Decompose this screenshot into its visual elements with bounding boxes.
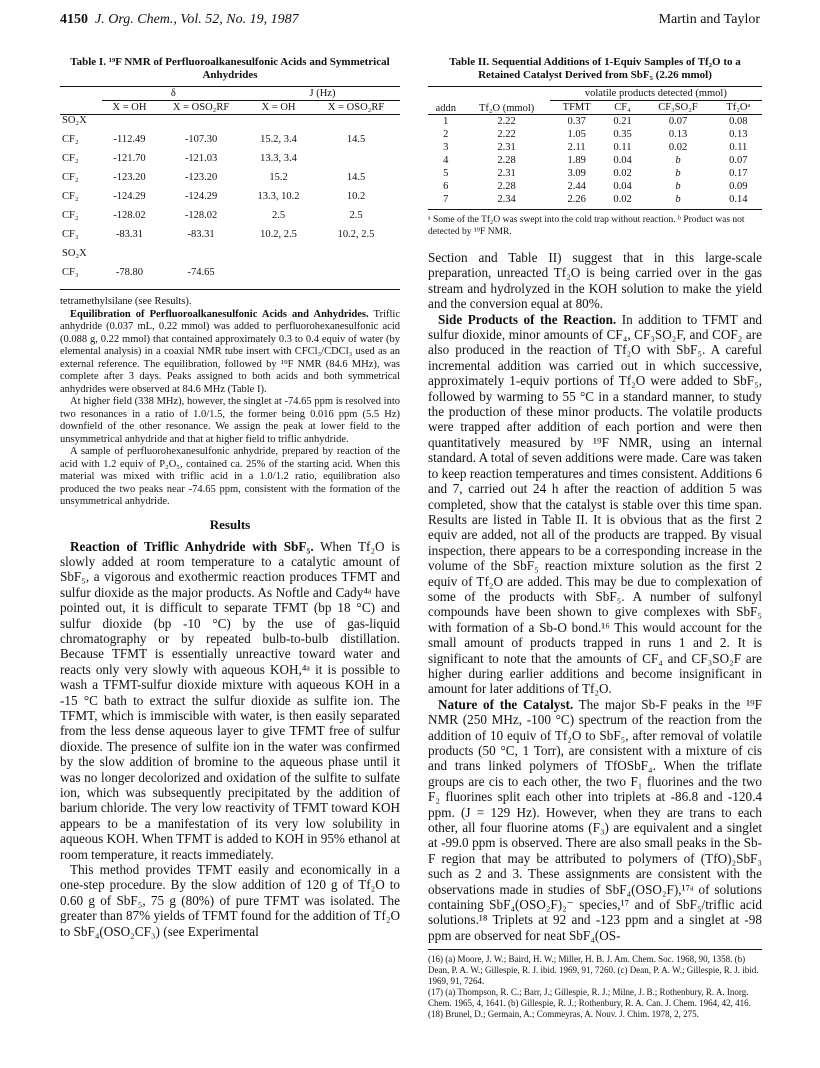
table2-row xyxy=(428,167,762,180)
table1-cell: 10.2, 2.5 xyxy=(337,229,375,240)
running-header xyxy=(60,12,760,34)
run-in-heading: Equilibration of Perfluoroalkanesulfonic Acids and Anhydrides. xyxy=(70,308,369,320)
table2-cell: 1.89 xyxy=(567,155,586,166)
table2-cell: b xyxy=(675,194,681,205)
table1-title: Table I. ¹⁹F NMR of Perfluoroalkanesulfonic Acids and Symmetrical Anhydrides xyxy=(70,56,390,81)
table2-cell: 0.04 xyxy=(613,155,632,166)
paragraph: tetramethylsilane (see Results). xyxy=(60,296,192,307)
table2-cell: 1.05 xyxy=(567,129,586,140)
table2-cell: 2.22 xyxy=(497,129,516,140)
table1-cell: 10.2, 2.5 xyxy=(260,229,297,240)
table1-cell xyxy=(312,115,400,135)
table1 xyxy=(60,86,400,286)
table1-cell: -128.02 xyxy=(113,210,146,221)
table1-cell: -121.03 xyxy=(184,153,218,164)
table1-group-cell: CF₂ xyxy=(62,153,79,164)
table2-cell: 3 xyxy=(443,142,449,153)
table2-cell: 7 xyxy=(443,194,449,205)
table2: addn Tf₂O (mmol) volatile products detected (mmol) TFMT CF₄ CF₃SO₂F Tf₂Oᵃ 1 2.22 0.37 0.21 0.07 0.08 2 2.22 1.05 0.35 0.13 0.13 3 2.31 2.11 0.11 0.02 0.11 4 2.28 1.89 0.04 b 0.07 5 2.31 3.09 0.02 b 0.17 6 2.28 2.44 0.04 b 0.09 7 2.34 2.26 0.02 b 0.14 xyxy=(428,86,762,206)
table2-cell: 0.37 xyxy=(567,116,586,127)
paragraph: Section and Table II) suggest that in this large-scale preparation, unreacted Tf₂O is being carried over in the gas stream and hydrolyzed in the KOH solution to make the yield and the conversion equal at 80%. xyxy=(428,250,762,312)
table1-cell xyxy=(245,267,312,286)
run-in-heading: Side Products of the Reaction. xyxy=(438,311,617,327)
table1-col: X = OH xyxy=(112,102,147,113)
table1-cell xyxy=(157,115,245,135)
table1-cell: -124.29 xyxy=(113,191,146,202)
table1-cell: 13.3, 10.2 xyxy=(257,191,300,202)
table1-row xyxy=(60,248,400,267)
reference: (17) (a) Thompson, R. C.; Barr, J.; Gillespie, R. J.; Milne, J. B.; Rothenbury, R. A. Inorg. Chem. 1965, 4, 1641. (b) Gillespie, R. J.; Rothenbury, R. A. Can. J. Chem. 1964, 42, 416. xyxy=(428,987,751,1009)
paragraph: Nature of the Catalyst. The major Sb-F peaks in the ¹⁹F NMR (250 MHz, -100 °C) spectrum of the reaction from the addition of 10 equiv of Tf₂O to SbF₅, after removal of volatile products (50 °C, 1 Torr), are consistent with a mixture of cis and trans linked polymers of TfOSbF₄. When the triflate groups are cis to each other, the two F₁ fluorines and the two F₂ fluorines split each other into triplets at -86.8 and -120.4 ppm. (J = 129 Hz). However, when they are trans to each other, all four fluorine atoms (F₃) are equivalent and a singlet at -99.0 ppm is observed. There are also small peaks in the Sb-F region that may be attributed to polymers of (TfO)₂SbF₃ such as 2 and 3. These assignments are consistent with the observations made in studies of SbF₄(OSO₂F),¹⁷ᵃ of solutions containing SbF₄(OSO₂F)₂⁻ species,¹⁷ and of SbF₅/triflic acid solutions.¹⁸ Triplets at 92 and -123 ppm and a singlet at -98 ppm are observed for neat SbF₄(OS- xyxy=(428,696,762,943)
table2-cell: 0.21 xyxy=(613,116,632,127)
section-heading: Results xyxy=(209,516,251,532)
table1-col: X = OH xyxy=(261,102,296,113)
table2-row xyxy=(428,115,762,129)
paragraph: Side Products of the Reaction. In addition to TFMT and sulfur dioxide, minor amounts of CF₄, CF₃SO₂F, and COF₂ are also produced in the reaction of Tf₂O with SbF₅. A careful incremental addition was carried out in which successive, approximately 1-equiv portions of Tf₂O were added to SbF₅, followed by warming to 55 °C in a standard manner, to study the production of these minor products. The volatile products were trapped after addition of each portion and were then quantitatively measured by ¹⁹F NMR, using an internal standard. A total of seven additions were made. Care was taken to keep reaction temperatures and times consistent. Additions 6 and 7, carried out 24 h after the reaction of addition 5 was completed, show that the catalyst is stable over this time span. Results are listed in Table II. It is obvious that as the first 2 equiv are added, not all of the products are trapped. By visual inspection, there appears to be a corresponding increase in the volume of the SbF₅ reaction mixture solution as the first 2 equiv of Tf₂O are added. This may be due to complexation of some of the products with SbF₅. A number of sulfonyl compounds have been shown to give complexes with SbF₅ with formation of a Sb-O bond.¹⁶ This would account for the small amount of products trapped in runs 1 and 2. It is significant to note that the amounts of CF₄ and CF₃SO₂F are higher during earlier additions and become insignificant in amount for later additions of Tf₂O. xyxy=(428,311,763,697)
page-number: 4150 xyxy=(60,12,88,27)
table2-title: Table II. Sequential Additions of 1-Equiv Samples of Tf₂O to a Retained Catalyst Derived from SbF₅ (2.26 mmol) xyxy=(449,56,741,81)
left-column xyxy=(60,46,400,939)
table1-row xyxy=(60,229,400,248)
table1-group-cell: CF₂ xyxy=(62,191,79,202)
table2-footnote: ᵃ Some of the Tf₂O was swept into the cold trap without reaction. ᵇ Product was not detected by ¹⁹F NMR. xyxy=(428,215,745,237)
table1-group-cell: CF₂ xyxy=(62,210,79,221)
table1-cell xyxy=(102,248,157,267)
table1-cell: -123.20 xyxy=(184,172,218,183)
run-in-heading: Reaction of Triflic Anhydride with SbF₅. xyxy=(70,538,314,554)
table2-cell: 0.14 xyxy=(729,194,748,205)
table2-cell: 5 xyxy=(443,168,449,179)
table2-cell: 3.09 xyxy=(567,168,586,179)
table1-group-cell: SO₂X xyxy=(62,115,87,126)
table2-cell: 1 xyxy=(443,116,449,127)
table2-row xyxy=(428,180,762,193)
table1-cell xyxy=(102,115,157,135)
table2-cell: 0.13 xyxy=(729,129,748,140)
paragraph: Reaction of Triflic Anhydride with SbF₅. When Tf₂O is slowly added at room temperature to a catalytic amount of SbF₅, a vigorous and exothermic reaction produces TFMT and sulfur dioxide as the major products. As Noftle and Cady⁴ᵃ have pointed out, it is difficult to separate TFMT (bp 18 °C) and sulfur dioxide (bp -10 °C) by the use of gas-liquid chromatography or by repeated bulb-to-bulb distillation. Because TFMT is essentially unreactive toward water and reacts only very slowly with aqueous KOH,⁴ᵃ it is possible to wash a TFMT-sulfur dioxide mixture with aqueous KOH in a -15 °C bath to extract the sulfur dioxide as sulfite ion. The TFMT, which is immiscible with water, is then easily separated from the less dense aqueous layer to give TFMT free of sulfur dioxide. The presence of sulfite ion in the water was confirmed by the slow addition of bromine to the aqueous phase until it was no longer decolorized and oxidation of the sulfite to sulfate ion, which was subsequently precipitated by the addition of barium chloride. The very low reactivity of TFMT toward KOH appears to be a manifestation of its very low solubility in aqueous KOH. When TFMT is added to KOH in 95% ethanol at room temperature, it reacts immediately. xyxy=(60,538,401,862)
paragraph: At higher field (338 MHz), however, the singlet at -74.65 ppm is resolved into two resonances in a ratio of 1.0/1.5, the former being 0.016 ppm (5.5 Hz) downfield of the other resonance. We assign the peak at lower field to the unsymmetrical anhydride and that at higher field to triflic anhydride. xyxy=(60,396,400,445)
table2-cell: 2.28 xyxy=(497,155,516,166)
table2-cell: 2.22 xyxy=(497,116,516,127)
table2-cell: 0.11 xyxy=(613,142,632,153)
right-column xyxy=(428,46,762,1020)
table2-volatile-header: volatile products detected (mmol) xyxy=(550,87,762,101)
references xyxy=(428,949,762,1020)
paragraph: This method provides TFMT easily and economically in a one-step procedure. By the slow addition of 120 g of Tf₂O to 0.60 g of SbF₅, 75 g (80%) of pure TFMT was isolated. The greater than 87% yields of TFMT found for the addition of Tf₂O to SbF₄(OSO₂CF₃) (see Experimental xyxy=(60,862,400,939)
table2-cell: 2.28 xyxy=(497,181,516,192)
table1-cell xyxy=(245,115,312,135)
table2-row xyxy=(428,141,762,154)
table1-cell: -128.02 xyxy=(184,210,218,221)
table1-col: X = OSO₂RF xyxy=(327,102,385,113)
table1-group-cell: SO₂X xyxy=(62,248,87,259)
table2-cell: 0.13 xyxy=(668,129,688,140)
table2-cell: 0.11 xyxy=(729,142,748,153)
table1-cell xyxy=(312,248,400,267)
table1-group-cell: CF₂ xyxy=(62,172,79,183)
table1-cell: 2.5 xyxy=(349,210,363,221)
table1-cell: -121.70 xyxy=(113,153,146,164)
table1-cell: 14.5 xyxy=(346,172,366,183)
table1-cell: -107.30 xyxy=(184,134,218,145)
table1-cell: -83.31 xyxy=(115,229,144,240)
table2-cell: 0.04 xyxy=(613,181,632,192)
table1-row xyxy=(60,134,400,153)
table1-cell: 15.2 xyxy=(269,172,288,183)
table1-row xyxy=(60,267,400,286)
table1-delta-header: δ xyxy=(102,87,245,101)
table1-row xyxy=(60,153,400,172)
table1-cell: 2.5 xyxy=(271,210,286,221)
paragraph: A sample of perfluorohexanesulfonic anhydride, prepared by reaction of the acid with 1.2 equiv of P₂O₅, contained ca. 25% of the starting acid. When this material was mixed with triflic acid in a 1.0/1.2 ratio, equilibration also produced the two peaks near -74.65 ppm, consistent with the formation of the unsymmetrical anhydride. xyxy=(60,446,400,507)
table2-cell: 2.31 xyxy=(497,168,516,179)
table1-cell xyxy=(157,248,245,267)
table1-group-cell: CF₃ xyxy=(62,229,79,240)
table2-cell: 0.17 xyxy=(729,168,748,179)
table2-row xyxy=(428,193,762,206)
table2-cell: 0.08 xyxy=(729,116,748,127)
table1-cell xyxy=(312,267,400,286)
table2-cell: 6 xyxy=(443,181,449,192)
table2-cell: 2.26 xyxy=(567,194,586,205)
running-authors: Martin and Taylor xyxy=(658,12,760,27)
table1-row xyxy=(60,115,400,135)
table1-group-cell: CF₃ xyxy=(62,267,79,278)
table2-cell: 0.07 xyxy=(668,116,688,127)
journal-citation: J. Org. Chem., Vol. 52, No. 19, 1987 xyxy=(95,12,299,27)
table1-cell: -74.65 xyxy=(187,267,215,278)
table2-cell: 0.35 xyxy=(613,129,632,140)
table2-cell: 2.44 xyxy=(567,181,586,192)
table1-row xyxy=(60,172,400,191)
table1-col: X = OSO₂RF xyxy=(172,102,230,113)
reference: (18) Brunel, D.; Germain, A.; Commeyras, A. Nouv. J. Chim. 1978, 2, 275. xyxy=(428,1009,699,1020)
table2-cell: 0.02 xyxy=(613,194,632,205)
table2-addn-header: addn xyxy=(435,103,456,114)
table1-row xyxy=(60,191,400,210)
table2-cell: 2.31 xyxy=(497,142,516,153)
table1-j-header: J (Hz) xyxy=(245,87,400,101)
table1-cell: -78.80 xyxy=(115,267,144,278)
table1-cell: -83.31 xyxy=(187,229,215,240)
table2-cell: 2 xyxy=(443,129,449,140)
table2-cell: 4 xyxy=(443,155,449,166)
table2-row xyxy=(428,154,762,167)
table1-cell xyxy=(245,248,312,267)
paragraph: Equilibration of Perfluoroalkanesulfonic Acids and Anhydrides. Triflic anhydride (0.037 mL, 0.22 mmol) was added to perfluorohexanesulfonic acid (0.088 g, 0.22 mmol) that contained approximately 0.3 to 0.4 equiv of water (by elemental analysis) in a coaxial NMR tube insert with CFCl₃/CDCl₃ used as an external reference. The equilibration, followed by ¹⁹F NMR (84.6 MHz), was complete after 3 days. Peaks assigned to both acids and both symmetrical anhydrides were observed at 84.6 MHz (Table I). xyxy=(60,308,400,395)
table1-row xyxy=(60,210,400,229)
table2-cell: 0.02 xyxy=(613,168,632,179)
table1-cell: -123.20 xyxy=(113,172,146,183)
table1-cell: -112.49 xyxy=(113,134,146,145)
table1-cell: 10.2 xyxy=(346,191,366,202)
table2-tf2o-header: Tf₂O (mmol) xyxy=(478,103,535,114)
table2-cell: 2.34 xyxy=(497,194,516,205)
table2-row xyxy=(428,128,762,141)
table1-cell: 13.3, 3.4 xyxy=(260,153,297,164)
table1-cell: 15.2, 3.4 xyxy=(260,134,297,145)
run-in-heading: Nature of the Catalyst. xyxy=(438,696,574,712)
table1-cell: -124.29 xyxy=(184,191,218,202)
table2-cell: 2.11 xyxy=(567,142,586,153)
table1-group-cell: CF₂ xyxy=(62,134,79,145)
table1-cell: 14.5 xyxy=(346,134,366,145)
table2-cell: b xyxy=(675,168,681,179)
table2-cell: b xyxy=(675,181,681,192)
table2-cell: b xyxy=(675,155,681,166)
table2-cell: 0.02 xyxy=(668,142,688,153)
table1-cell xyxy=(312,153,400,172)
reference: (16) (a) Moore, J. W.; Baird, H. W.; Miller, H. B. J. Am. Chem. Soc. 1968, 90, 1358. (b) Dean, P. A. W.; Gillespie, R. J. ibid. 1969, 91, 7260. (c) Dean, P. A. W.; Gillespie, R. J. ibid. 1969, 91, 7264. xyxy=(428,954,759,987)
table2-cell: 0.09 xyxy=(729,181,748,192)
table2-cell: 0.07 xyxy=(729,155,748,166)
